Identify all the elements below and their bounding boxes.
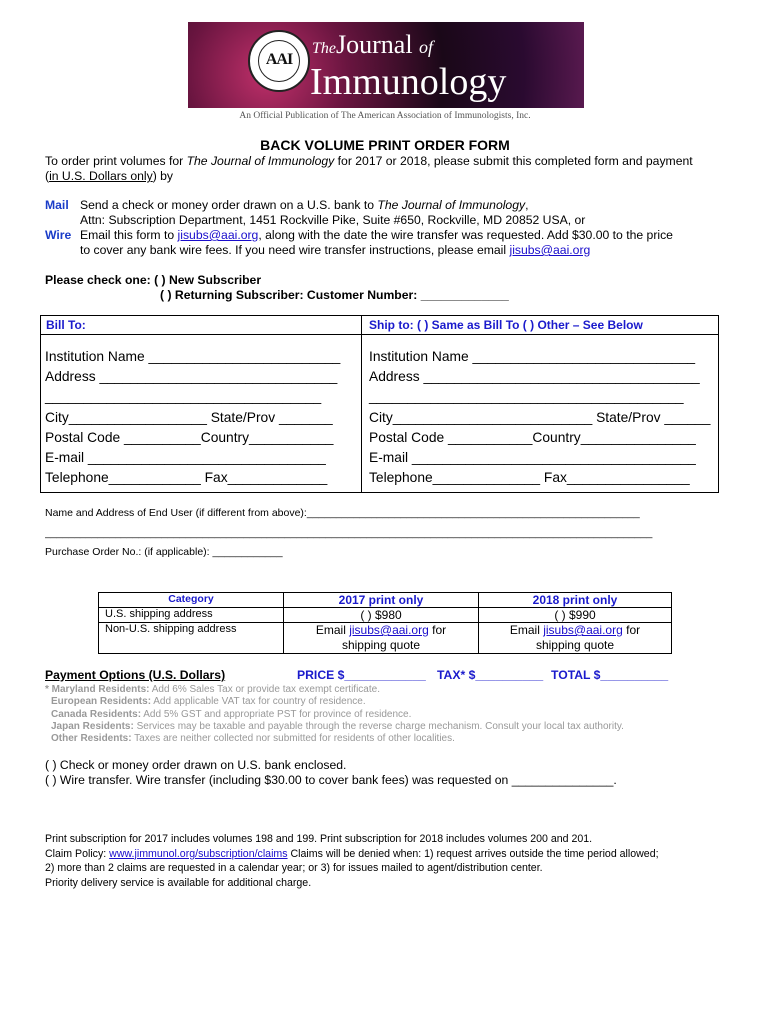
logo-title-top: TheJournal of	[312, 30, 434, 59]
us-shipping-label: U.S. shipping address	[99, 608, 284, 623]
wire-label: Wire	[45, 228, 72, 242]
tax-note: European Residents: Add applicable VAT tax for country of residence.	[51, 696, 366, 708]
ship-address-line2-field[interactable]: _________________________________________	[369, 389, 684, 405]
wire-instructions-email-link[interactable]: jisubs@aai.org	[509, 243, 591, 257]
end-user-field[interactable]: Name and Address of End User (if different from above):_________________________________________________________	[45, 507, 640, 519]
ship-city-field[interactable]: City__________________________ State/Prov ______	[369, 409, 711, 425]
non-us-2018-cell: Email jisubs@aai.org for shipping quote	[479, 623, 672, 654]
email-link[interactable]: jisubs@aai.org	[349, 623, 429, 637]
bill-city-field[interactable]: City__________________ State/Prov _______	[45, 409, 333, 425]
bill-to-fields	[45, 347, 357, 488]
table-row	[99, 593, 672, 608]
address-header-divider	[40, 334, 719, 335]
ship-to-fields	[369, 347, 715, 488]
wire-instructions: Email this form to jisubs@aai.org, along with the date the wire transfer was requested. Add $30.00 to the price to cover any bank wire fees. If you need wire transfer instructions, please email jisubs@aai.org	[80, 228, 673, 257]
ship-address-field[interactable]: Address ____________________________________	[369, 369, 700, 385]
col-2018-header: 2018 print only	[479, 593, 672, 608]
ship-postal-field[interactable]: Postal Code ___________Country_______________	[369, 429, 696, 445]
bill-postal-field[interactable]: Postal Code __________Country___________	[45, 429, 334, 445]
wire-email-link[interactable]: jisubs@aai.org	[177, 228, 259, 242]
tax-note: Canada Residents: Add 5% GST and appropriate PST for province of residence.	[51, 708, 412, 720]
email-link[interactable]: jisubs@aai.org	[543, 623, 623, 637]
check-payment-option[interactable]: ( ) Check or money order drawn on U.S. bank enclosed.	[45, 758, 347, 772]
address-column-divider	[361, 315, 362, 493]
tax-note: * Maryland Residents: Add 6% Sales Tax or provide tax exempt certificate.	[45, 684, 380, 695]
non-us-2017-cell: Email jisubs@aai.org for shipping quote	[284, 623, 479, 654]
form-title: BACK VOLUME PRINT ORDER FORM	[260, 137, 510, 153]
bill-institution-field[interactable]: Institution Name _________________________	[45, 349, 341, 364]
tax-field[interactable]: TAX* $__________	[437, 668, 544, 682]
footer-notes: Print subscription for 2017 includes volumes 198 and 199. Print subscription for 2018 includes volumes 200 and 201. Claim Policy: www.jimmunol.org/subscription/claims Claims will be denied when: 1) request arrives outside the time period allowed; 2) more than 2 claims are requested in a calendar year; or 3) for issues mailed to agent/distribution center. Priority delivery service is available for additional charge.	[45, 833, 659, 889]
mail-label: Mail	[45, 198, 69, 212]
mail-instructions: Send a check or money order drawn on a U.S. bank to The Journal of Immunology, Attn: Subscription Department, 1451 Rockville Pike, Suite #650, Rockville, MD 20852 USA, or	[80, 198, 586, 227]
price-field[interactable]: PRICE $____________	[297, 668, 426, 682]
publication-line: An Official Publication of The American Association of Immunologists, Inc.	[239, 111, 531, 121]
category-header: Category	[99, 593, 284, 608]
tax-note: Japan Residents: Services may be taxable and payable through the reverse charge mechanism. Consult your local tax authority.	[51, 720, 624, 732]
bill-address-field[interactable]: Address _______________________________	[45, 369, 338, 385]
wire-payment-option[interactable]: ( ) Wire transfer. Wire transfer (including $30.00 to cover bank fees) was requested on _______________.	[45, 773, 617, 787]
bill-email-field[interactable]: E-mail _______________________________	[45, 450, 326, 466]
us-2018-checkbox[interactable]: ( ) $990	[479, 608, 672, 623]
ship-to-header[interactable]: Ship to: ( ) Same as Bill To ( ) Other – See Below	[369, 318, 643, 332]
logo-title-immunology: Immunology	[310, 61, 507, 103]
bill-address-line2-field[interactable]: ____________________________________	[45, 389, 322, 405]
journal-banner	[188, 22, 584, 108]
payment-options-label: Payment Options (U.S. Dollars)	[45, 668, 226, 682]
bill-to-header: Bill To:	[46, 318, 86, 332]
subscriber-type-returning[interactable]: ( ) Returning Subscriber: Customer Number: _____________	[160, 288, 509, 302]
us-2017-checkbox[interactable]: ( ) $980	[284, 608, 479, 623]
purchase-order-field[interactable]: Purchase Order No.: (if applicable): ____________	[45, 546, 283, 558]
subscriber-type-new[interactable]: Please check one: ( ) New Subscriber	[45, 273, 262, 287]
col-2017-header: 2017 print only	[284, 593, 479, 608]
aai-seal-logo: AAI	[248, 30, 310, 92]
price-table	[98, 592, 672, 654]
end-user-field-line2[interactable]: ________________________________________________________________________________________________________	[45, 527, 653, 539]
bill-telephone-field[interactable]: Telephone____________ Fax_____________	[45, 470, 328, 486]
table-row	[99, 608, 672, 623]
tax-note: Other Residents: Taxes are neither collected nor submitted for residents of other localities.	[51, 733, 455, 745]
ship-telephone-field[interactable]: Telephone______________ Fax________________	[369, 470, 690, 486]
ship-email-field[interactable]: E-mail _____________________________________	[369, 450, 696, 466]
table-row	[99, 623, 672, 654]
non-us-shipping-label: Non-U.S. shipping address	[99, 623, 284, 654]
ship-institution-field[interactable]: Institution Name _____________________________	[369, 349, 696, 364]
intro-text: To order print volumes for The Journal of Immunology for 2017 or 2018, please submit this completed form and payment (in U.S. Dollars only) by	[45, 154, 693, 183]
total-field[interactable]: TOTAL $__________	[551, 668, 669, 682]
claims-policy-link[interactable]: www.jimmunol.org/subscription/claims	[109, 847, 288, 860]
tax-notes	[45, 684, 745, 745]
